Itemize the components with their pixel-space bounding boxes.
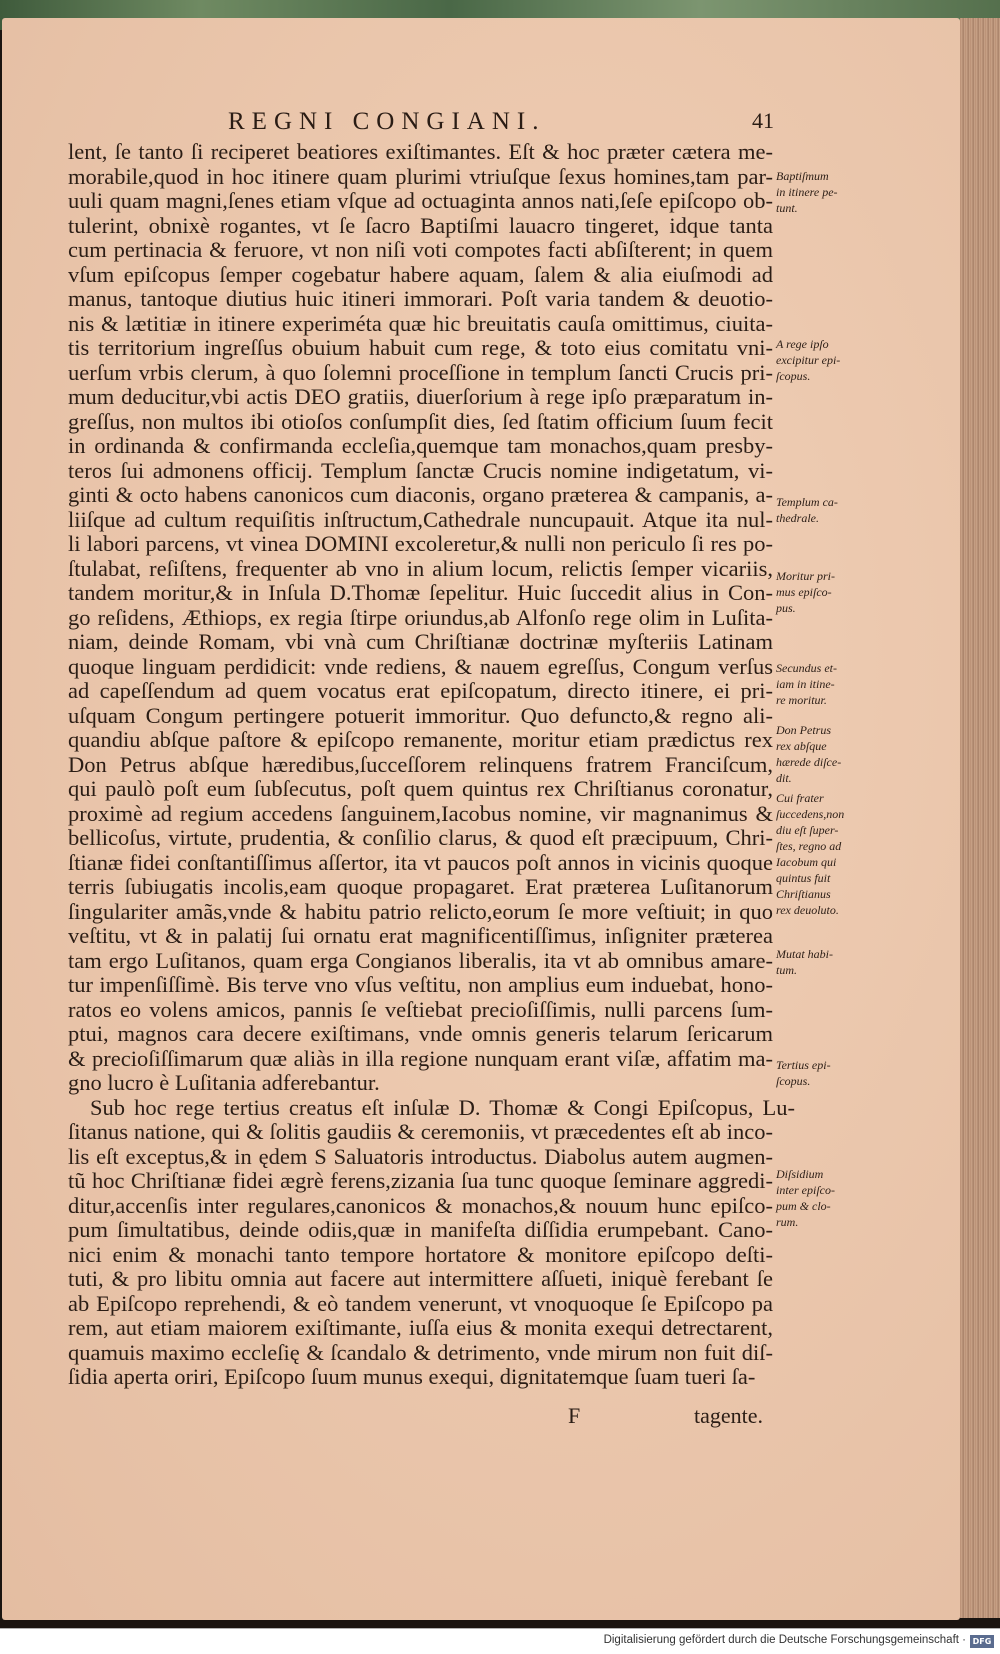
marginal-note-line: iam in itine- <box>776 677 835 691</box>
marginal-note-line: Baptiſmum <box>776 169 829 183</box>
text-line: ſidia aperta oriri, Epiſcopo ſuum munus exequi, dignitatemque ſuam tueri ſa- <box>68 1364 756 1389</box>
marginal-note <box>776 168 901 216</box>
page-edges <box>960 18 1000 1618</box>
text-line: liiſque ad cultum requiſitis inſtructum,Cathedrale nuncupauit. Atque ita nul- <box>68 506 773 532</box>
text-line: uſquam Congum pertingere potuerit immoritur. Quo defuncto,& regno ali- <box>68 702 773 728</box>
text-line: ginti & octo habens canonicos cum diaconis, organo præterea & campanis, a- <box>68 482 773 507</box>
marginal-note-line: A rege ipſo <box>776 337 829 351</box>
marginal-note-line: inter epiſco- <box>776 1183 835 1197</box>
marginal-note-line: excipitur epi- <box>776 353 841 367</box>
text-line: in ordinanda & confirmanda eccleſia,quemque tam monachos,quam presby- <box>68 433 773 458</box>
text-line: vſum epiſcopus ſemper cogebatur habere aquam, ſalem & alia eiuſmodi ad <box>68 261 773 287</box>
text-line: ſtulabat, reſiſtens, frequenter ab vno in alium locum, relictis ſemper vicariis, <box>68 555 773 581</box>
text-line: ſtianæ fidei conſtantiſſimus aſſertor, ita vt paucos poſt annos in vicinis quoque <box>68 849 773 875</box>
marginal-note <box>776 1166 901 1230</box>
marginal-note-line: tum. <box>776 963 797 977</box>
marginal-note <box>776 946 901 978</box>
marginal-note-line: rum. <box>776 1215 799 1229</box>
marginal-note-line: ſcopus. <box>776 1074 811 1088</box>
text-line: ditur,accenſis inter regulares,canonicos & monachos,& nouum hunc epiſco- <box>68 1192 773 1218</box>
text-line: gno lucro è Luſitania adferebantur. <box>68 1070 380 1095</box>
running-head: REGNI CONGIANI. <box>228 108 546 135</box>
text-line: lis eſt exceptus,& in ędem S Saluatoris introductus. Diabolus autem augmen- <box>68 1143 773 1169</box>
marginal-note-line: mus epiſco- <box>776 585 832 599</box>
text-line: quandiu abſque paſtore & epiſcopo remanente, moritur etiam prædictus rex <box>68 727 773 752</box>
marginal-note-line: Mutat habi- <box>776 947 833 961</box>
text-line: Sub hoc rege tertius creatus eſt inſulæ D. Thomæ & Congi Epiſcopus, Lu- <box>90 1094 795 1120</box>
text-line: tam ergo Luſitanos, quam erga Congianos liberalis, ita vt ab omnibus amare- <box>68 947 773 973</box>
text-line: ab Epiſcopo reprehendi, & eò tandem venerunt, vt vnoquoque ſe Epiſcopo pa <box>68 1290 773 1316</box>
text-line: manus, tantoque diutius huic itineri immorari. Poſt varia tandem & deuotio- <box>68 286 773 311</box>
marginal-note-line: ſcopus. <box>776 369 811 383</box>
text-line: nici enim & monachi tanto tempore hortatore & monitore epiſcopo deſti- <box>68 1241 773 1267</box>
marginal-note-line: rex deuoluto. <box>776 903 839 917</box>
marginal-note-line: tunt. <box>776 201 798 215</box>
text-line: quamuis maximo eccleſię & ſcandalo & detrimento, vnde mirum non fuit diſ- <box>68 1339 773 1365</box>
text-line: niam, deinde Romam, vbi vnà cum Chriſtianæ doctrinæ myſteriis Latinam <box>68 629 773 654</box>
text-line: quoque linguam perdidicit: vnde rediens, & nauem egreſſus, Congum verſus <box>68 653 773 679</box>
marginal-note <box>776 1057 901 1089</box>
text-line: li labori parcens, vt vinea DOMINI excoleretur,& nulli non periculo ſi res po- <box>68 531 773 556</box>
funding-credit: Digitalisierung gefördert durch die Deutsche Forschungsgemeinschaft · <box>603 1634 966 1646</box>
marginal-note <box>776 790 901 918</box>
text-line: uerſum vrbis clerum, à quo ſolemni proceſſione in templum ſancti Crucis pri- <box>68 359 773 385</box>
text-line: ad capeſſendum ad quem vocatus erat epiſcopatum, directo itinere, ei pri- <box>68 678 773 703</box>
signature-mark: F <box>568 1403 581 1428</box>
marginal-note-line: Cui frater <box>776 791 824 805</box>
dfg-logo: DFG <box>970 1635 994 1648</box>
marginal-note-line: ſuccedens,non <box>776 807 845 821</box>
marginal-note-line: Chriſtianus <box>776 887 831 901</box>
text-line: lent, ſe tanto ſi reciperet beatiores exiſtimantes. Eſt & hoc præter cætera me- <box>68 139 773 164</box>
marginal-note <box>776 568 901 616</box>
text-line: bellicoſus, virtute, prudentia, & conſilio clarus, & quod eſt præcipuum, Chri- <box>68 825 773 850</box>
page-number: 41 <box>752 108 774 133</box>
digitization-footer <box>0 1628 1000 1654</box>
text-line: ſingulariter amãs,vnde & habitu patrio relicto,eorum ſe more veſtiuit; in quo <box>68 898 773 924</box>
text-line: ratos eo volens amicos, pannis ſe veſtiebat precioſiſſimis, nulli parcens ſum- <box>68 996 773 1022</box>
text-line: cum pertinacia & feruore, vt non niſi voti compotes facti abſiſterent; in quem <box>68 237 773 262</box>
catchword: tagente. <box>694 1403 764 1428</box>
marginal-note-line: Don Petrus <box>776 723 831 737</box>
text-line: tandem moritur,& in Inſula D.Thomæ ſepelitur. Huic ſuccedit alius in Con- <box>68 580 773 605</box>
text-line: terris ſubiugatis incolis,eam quoque propagaret. Erat præterea Luſitanorum <box>68 874 773 899</box>
marginal-note-line: pus. <box>776 601 796 615</box>
marginal-note-line: diu eſt ſuper- <box>776 823 839 837</box>
text-line: ſitanus natione, qui & ſolitis gaudiis & ceremoniis, vt præcedentes eſt ab inco- <box>68 1119 773 1144</box>
marginal-note <box>776 660 901 708</box>
marginal-note-line: Moritur pri- <box>776 569 836 583</box>
text-line: tũ hoc Chriſtianæ fidei ægrè ferens,zizania ſua tunc quoque ſeminare aggredi- <box>68 1168 773 1193</box>
marginal-note-line: thedrale. <box>776 511 819 525</box>
marginal-note <box>776 336 901 384</box>
marginal-note-line: dit. <box>776 771 792 785</box>
text-line: nis & lætitiæ in itinere experiméta quæ hic breuitatis cauſa omittimus, ciuita- <box>68 310 773 336</box>
marginal-note-line: in itinere pe- <box>776 185 838 199</box>
text-line: tuti, & pro libitu omnia aut facere aut intermittere aſſueti, iniquè ferebant ſe <box>68 1266 773 1291</box>
marginal-note-line: Templum ca- <box>776 495 838 509</box>
text-line: veſtitu, vt & in palatij ſui ornatu erat magnificentiſſimus, inſigniter præterea <box>68 923 773 948</box>
text-line: rem, aut etiam maiorem exiſtimante, iuſſa eius & monita exequi detrectarent, <box>68 1315 773 1340</box>
text-line: qui paulò poſt eum ſubſecutus, poſt quem quintus rex Chriſtianus coronatur, <box>68 776 773 801</box>
marginal-note-line: Secundus et- <box>776 661 837 675</box>
text-line: tis territorium ingreſſus obuium habuit cum rege, & toto eius comitatu vni- <box>68 335 773 360</box>
text-line: mum deducitur,vbi actis DEO gratiis, diuerſorium à rege ipſo præparatum in- <box>68 384 773 409</box>
text-line: pum ſimultatibus, deinde odiis,quæ in manifeſta diſſidia erumpebant. Cano- <box>68 1217 773 1242</box>
text-line: teros ſui admonens officij. Templum ſanctæ Crucis nomine indigetatum, vi- <box>68 457 773 483</box>
marginal-note-line: Diſsidium <box>776 1167 824 1181</box>
marginal-note <box>776 722 901 786</box>
text-line: & precioſiſſimarum quæ aliàs in illa regione nunquam erant viſæ, affatim ma- <box>68 1045 773 1071</box>
marginal-note-line: pum & clo- <box>776 1199 831 1213</box>
text-line: morabile,quod in hoc itinere quam plurimi vtriuſque ſexus homines,tam par- <box>68 163 773 189</box>
marginal-note-line: Iacobum qui <box>776 855 837 869</box>
marginal-note-line: rex abſque <box>776 739 827 753</box>
marginal-note-line: quintus fuit <box>776 871 831 885</box>
text-line: ptui, magnos cara decere exiſtimans, vnde omnis generis telarum ſericarum <box>68 1021 773 1046</box>
marginal-note-line: hærede diſce- <box>776 755 842 769</box>
text-line: go reſidens, Æthiops, ex regia ſtirpe oriundus,ab Alfonſo rege olim in Luſita- <box>68 604 773 630</box>
text-line: proximè ad regium accedens ſanguinem,Iacobus nomine, vir magnanimus & <box>68 800 773 826</box>
text-line: Don Petrus abſque hæredibus,ſucceſſorem relinquens fratrem Franciſcum, <box>68 751 773 777</box>
text-line: greſſus, non multos ibi otioſos conſumpſit dies, ſed ſtatim officium ſuum fecit <box>68 408 773 434</box>
marginal-note-line: re moritur. <box>776 693 827 707</box>
marginal-note-line: ſtes, regno ad <box>776 839 842 853</box>
marginal-note-line: Tertius epi- <box>776 1058 831 1072</box>
marginal-note <box>776 494 901 526</box>
text-line: tulerint, obnixè rogantes, vt ſe ſacro Baptiſmi lauacro tingeret, idque tanta <box>68 212 773 238</box>
text-line: tur impenſiſſimè. Bis terve vno vſus veſtitu, non amplius eum induebat, hono- <box>68 972 773 997</box>
text-line: uuli quam magni,ſenes etiam vſque ad octuaginta annos nati,ſeſe epiſcopo ob- <box>68 188 773 213</box>
